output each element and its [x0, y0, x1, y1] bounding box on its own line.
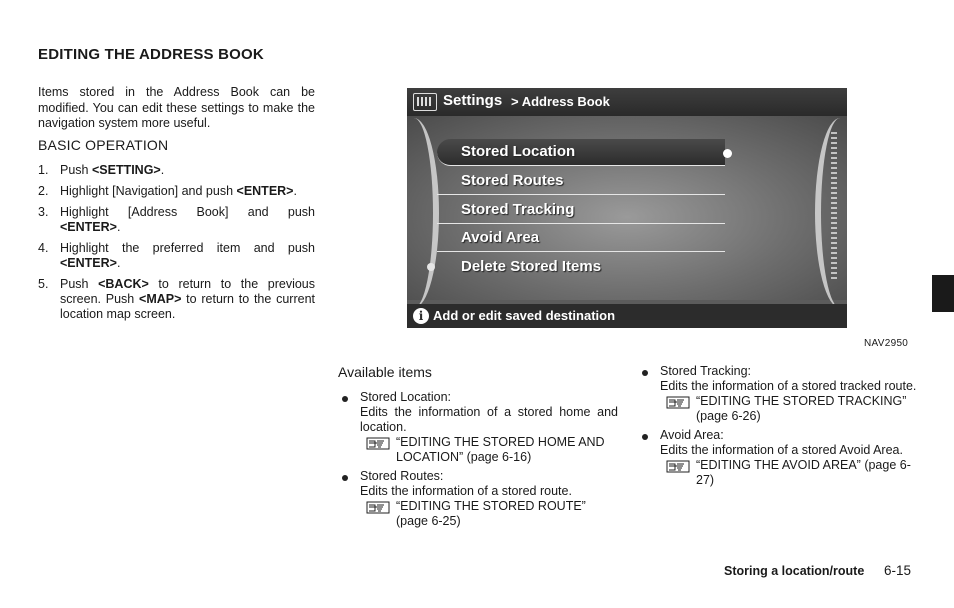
settings-screen-image [407, 88, 847, 328]
hand-pointer-icon [666, 459, 690, 473]
hand-pointer-icon [366, 436, 390, 450]
cross-reference: “EDITING THE AVOID AREA” (page 6-27) [660, 458, 918, 488]
hand-pointer-icon [666, 395, 690, 409]
keyboard-icon [413, 93, 437, 111]
menu-item-stored-location[interactable]: Stored Location [437, 139, 725, 166]
side-dot [427, 263, 435, 271]
screen-header [407, 88, 847, 116]
image-code: NAV2950 [864, 338, 909, 349]
bullet [342, 475, 348, 481]
items-column-right [642, 364, 918, 492]
step-1: 1. Push <SETTING>. [38, 163, 165, 177]
cross-reference: “EDITING THE STORED HOME AND LOCATION” (page 6-16) [360, 435, 618, 465]
step-5: 5. Push <BACK> to return to the previous screen. Push <MAP> to return to the current location map screen. [38, 277, 315, 321]
footer-section-name: Storing a location/route [724, 564, 865, 578]
items-column-left [342, 390, 618, 533]
screen-breadcrumb: > Address Book [511, 94, 610, 109]
list-item: Stored Routes: Edits the information of a stored route. “EDITING THE STORED ROUTE” (page 6-25) [342, 469, 618, 529]
step-4: 4. Highlight the preferred item and push <ENTER>. [38, 241, 315, 270]
step-2: 2. Highlight [Navigation] and push <ENTER>. [38, 184, 297, 198]
cross-reference: “EDITING THE STORED TRACKING” (page 6-26) [660, 394, 918, 424]
page-number: 6-15 [884, 563, 912, 578]
list-item: Stored Tracking: Edits the information of a stored tracked route. “EDITING THE STORED TRACKING” (page 6-26) [642, 364, 918, 424]
step-3: 3. Highlight [Address Book] and push <ENTER>. [38, 205, 315, 234]
basic-operation-heading: BASIC OPERATION [38, 137, 169, 153]
bullet [642, 434, 648, 440]
section-title: EDITING THE ADDRESS BOOK [38, 46, 264, 63]
menu-item-stored-tracking[interactable]: Stored Tracking [437, 197, 725, 224]
page-footer [724, 563, 912, 578]
menu-item-stored-routes[interactable]: Stored Routes [437, 168, 725, 195]
bullet [642, 370, 648, 376]
scroll-position-dot [723, 149, 732, 158]
available-items-heading: Available items [338, 364, 432, 380]
screen-title: Settings [443, 92, 503, 109]
scrollbar-track [831, 132, 837, 282]
menu-item-avoid-area[interactable]: Avoid Area [437, 225, 725, 252]
footer-hint: Add or edit saved destination [433, 308, 616, 323]
menu-item-delete-stored-items[interactable]: Delete Stored Items [461, 258, 602, 275]
screen-footer [407, 304, 847, 328]
list-item: Stored Location: Edits the information of a stored home and location. “EDITING THE STORED HOME AND LOCATION” (page 6-16) [342, 390, 618, 465]
hand-pointer-icon [366, 500, 390, 514]
cross-reference: “EDITING THE STORED ROUTE” (page 6-25) [360, 499, 618, 529]
chapter-thumb-tab [932, 275, 954, 312]
steps-list [38, 163, 315, 328]
list-item: Avoid Area: Edits the information of a stored Avoid Area. “EDITING THE AVOID AREA” (page 6-27) [642, 428, 918, 488]
bullet [342, 396, 348, 402]
intro-paragraph: Items stored in the Address Book can be modified. You can edit these settings to make the navigation system more useful. [38, 85, 315, 130]
info-icon: i [413, 308, 429, 324]
